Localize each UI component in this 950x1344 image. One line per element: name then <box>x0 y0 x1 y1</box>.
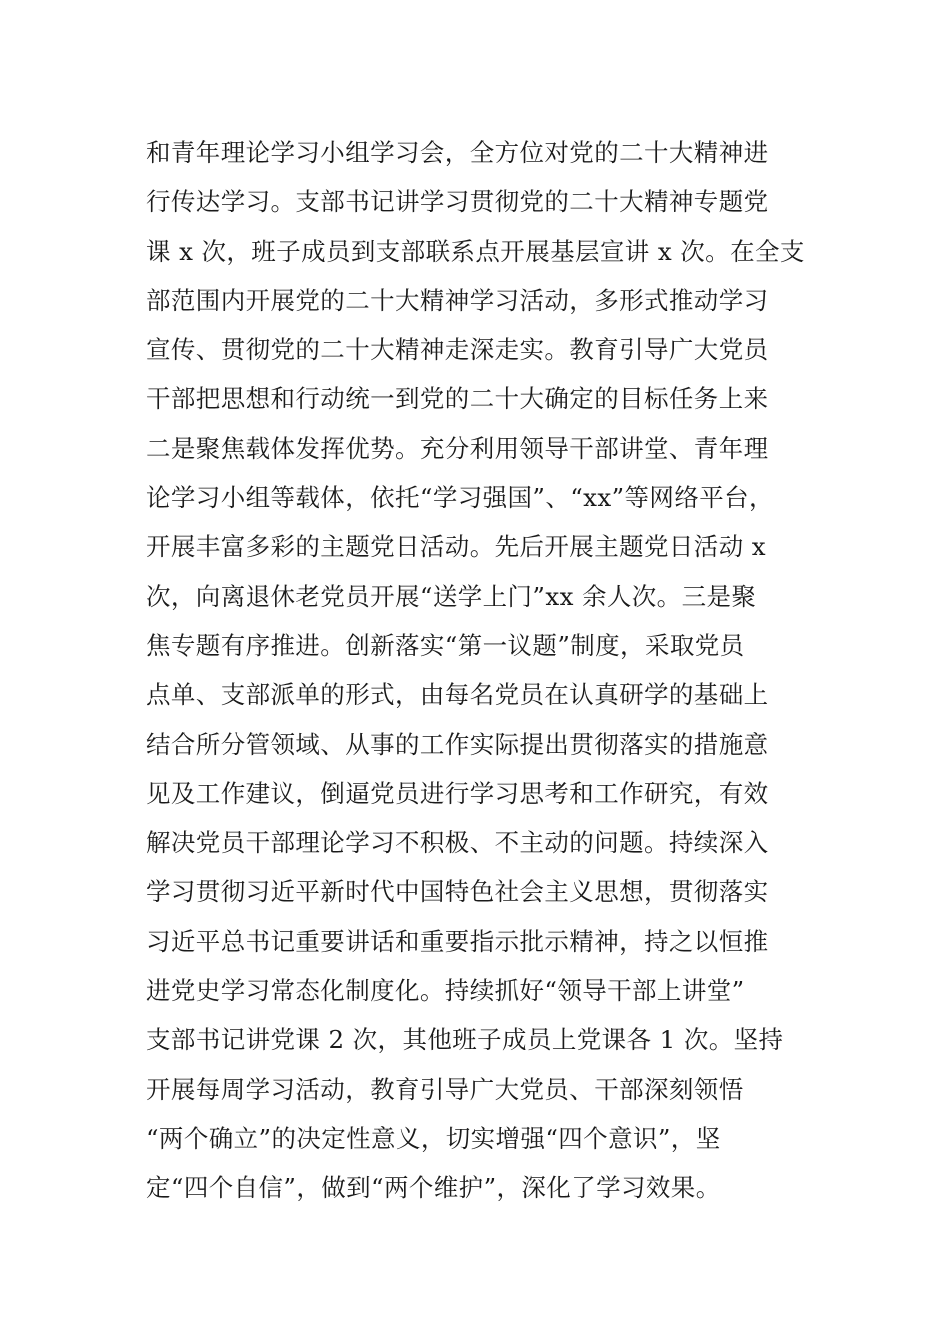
text-line: 进党史学习常态化制度化。持续抓好“领导干部上讲堂” <box>146 976 745 1006</box>
body-paragraph <box>146 128 816 1213</box>
text-line: 开展丰富多彩的主题党日活动。先后开展主题党日活动 x <box>146 532 767 562</box>
text-line: 定“四个自信”，做到“两个维护”，深化了学习效果。 <box>146 1173 721 1203</box>
text-line: 课 x 次，班子成员到支部联系点开展基层宣讲 x 次。在全支 <box>146 236 805 266</box>
text-line: 行传达学习。支部书记讲学习贯彻党的二十大精神专题党 <box>146 187 769 217</box>
text-line: 学习贯彻习近平新时代中国特色社会主义思想，贯彻落实 <box>146 877 769 907</box>
text-line: 点单、支部派单的形式，由每名党员在认真研学的基础上 <box>146 680 769 710</box>
text-line: 次，向离退休老党员开展“送学上门”xx 余人次。三是聚 <box>146 581 757 611</box>
text-line: 焦专题有序推进。创新落实“第一议题”制度，采取党员 <box>146 630 745 660</box>
text-line: 解决党员干部理论学习不积极、不主动的问题。持续深入 <box>146 828 769 858</box>
text-line: 习近平总书记重要讲话和重要指示批示精神，持之以恒推 <box>146 926 769 956</box>
text-line: 见及工作建议，倒逼党员进行学习思考和工作研究，有效 <box>146 778 769 808</box>
text-line: 论学习小组等载体，依托“学习强国”、“xx”等网络平台， <box>146 483 774 513</box>
text-line: 支部书记讲党课 2 次，其他班子成员上党课各 1 次。坚持 <box>146 1025 784 1055</box>
text-line: 二是聚焦载体发挥优势。充分利用领导干部讲堂、青年理 <box>146 433 769 463</box>
text-line: 和青年理论学习小组学习会，全方位对党的二十大精神进 <box>146 138 769 167</box>
text-line: 宣传、贯彻党的二十大精神走深走实。教育引导广大党员 <box>146 335 769 365</box>
text-line: 部范围内开展党的二十大精神学习活动，多形式推动学习 <box>146 285 769 315</box>
text-line: “两个确立”的决定性意义，切实增强“四个意识”，坚 <box>146 1123 721 1153</box>
text-line: 干部把思想和行动统一到党的二十大确定的目标任务上来 <box>146 384 769 414</box>
text-line: 开展每周学习活动，教育引导广大党员、干部深刻领悟 <box>146 1074 744 1104</box>
text-line: 结合所分管领域、从事的工作实际提出贯彻落实的措施意 <box>146 729 769 759</box>
